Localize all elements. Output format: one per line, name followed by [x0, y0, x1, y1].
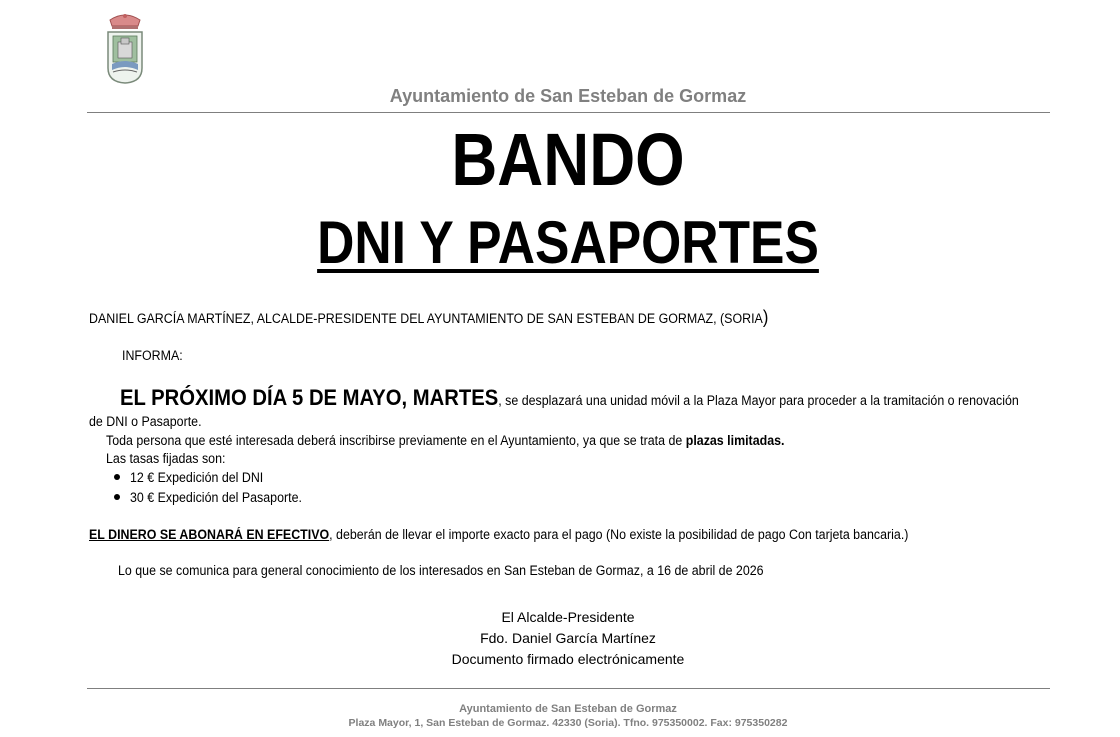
header-divider: [87, 112, 1050, 113]
payment-line: [89, 527, 908, 543]
document-subtitle: DNI Y PASAPORTES: [317, 209, 819, 276]
fee-item-passport: [114, 490, 317, 506]
payment-rest: , deberán de llevar el importe exacto para el pago (No existe la posibilidad de pago Con tarjeta bancaria.): [329, 527, 909, 542]
headline-continuation: de DNI o Pasaporte.: [89, 414, 202, 429]
payment-bold: EL DINERO SE ABONARÁ EN EFECTIVO: [89, 527, 330, 542]
footer-organization: Ayuntamiento de San Esteban de Gormaz: [459, 703, 677, 715]
closing-statement: Lo que se comunica para general conocimiento de los interesados en San Esteban de Gormaz, a 16 de abril de 2026: [118, 563, 764, 578]
signature-role: El Alcalde-Presidente: [501, 609, 635, 625]
informa-label: INFORMA:: [122, 348, 183, 363]
issuer-close: ): [762, 307, 769, 327]
registration-text: Toda persona que esté interesada deberá inscribirse previamente en el Ayuntamiento, ya que se trata de: [106, 433, 686, 448]
fee-item-dni: [114, 470, 275, 486]
registration-line: [106, 433, 784, 449]
bullet-icon: [114, 494, 120, 500]
headline-date: EL PRÓXIMO DÍA 5 DE MAYO, MARTES: [120, 385, 499, 410]
footer-divider: [87, 688, 1050, 689]
issuer-text: DANIEL GARCÍA MARTÍNEZ, ALCALDE-PRESIDENTE DEL AYUNTAMIENTO DE SAN ESTEBAN DE GORMAZ, (SORIA: [89, 311, 763, 326]
coat-of-arms-logo: [104, 12, 146, 84]
bullet-icon: [114, 474, 120, 480]
footer-address: Plaza Mayor, 1, San Esteban de Gormaz. 42330 (Soria). Tfno. 975350002. Fax: 975350282: [348, 717, 788, 729]
fee-item-label: 30 € Expedición del Pasaporte.: [130, 490, 302, 505]
header-organization: Ayuntamiento de San Esteban de Gormaz: [389, 86, 747, 106]
registration-bold: plazas limitadas.: [685, 433, 785, 448]
issuer-line: [89, 309, 768, 327]
headline-line: [120, 385, 1019, 414]
document-title: BANDO: [451, 118, 685, 201]
fee-item-label: 12 € Expedición del DNI: [130, 470, 264, 485]
signature-note: Documento firmado electrónicamente: [451, 651, 685, 667]
headline-rest: , se desplazará una unidad móvil a la Plaza Mayor para proceder a la tramitación o renovación: [498, 393, 1019, 408]
signature-name: Fdo. Daniel García Martínez: [480, 630, 656, 646]
fees-intro: Las tasas fijadas son:: [106, 451, 226, 466]
